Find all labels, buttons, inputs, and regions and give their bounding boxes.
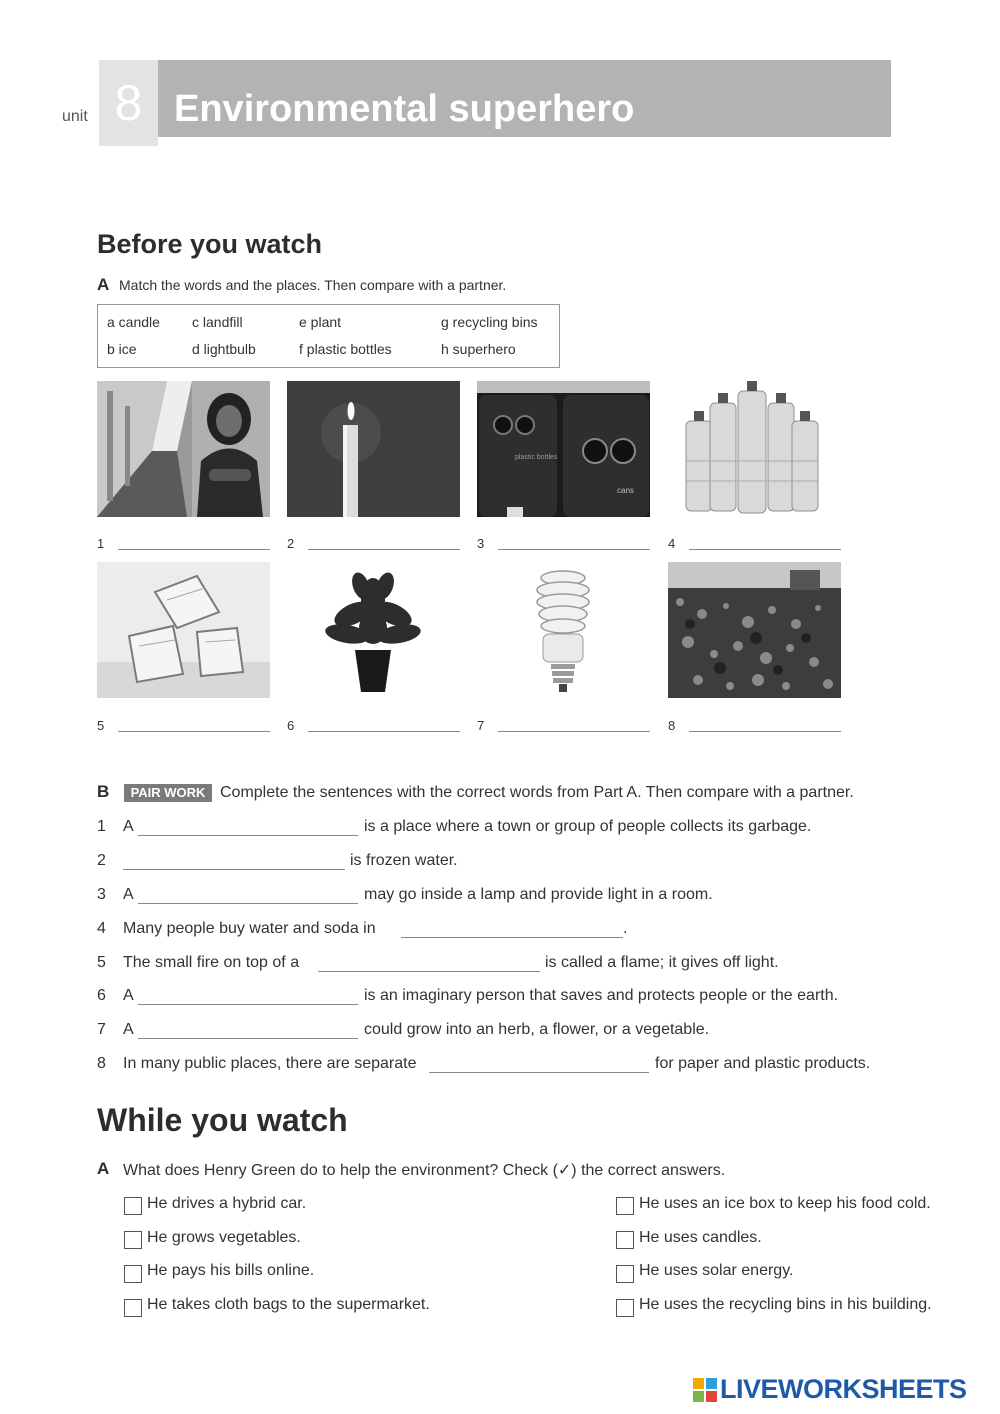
part-b-letter: B xyxy=(97,782,110,801)
word-item: f plastic bottles xyxy=(299,341,392,357)
answer-blank-1[interactable] xyxy=(118,549,270,550)
word-item: b ice xyxy=(107,341,137,357)
pair-work-badge: PAIR WORK xyxy=(124,784,212,802)
section-title-before: Before you watch xyxy=(97,229,323,259)
option-label: He takes cloth bags to the supermarket. xyxy=(147,1296,430,1313)
liveworksheets-logo: LIVEWORKSHEETS xyxy=(720,1374,967,1404)
liveworksheets-logo-icon xyxy=(693,1378,717,1402)
sentence-suffix: . xyxy=(623,920,628,937)
unit-label: unit xyxy=(62,108,88,125)
sentence-prefix: Many people buy water and soda in xyxy=(123,920,376,937)
word-item: h superhero xyxy=(441,341,516,357)
sentence-number: 5 xyxy=(97,954,106,971)
option-label: He uses an ice box to keep his food cold. xyxy=(639,1195,931,1212)
option-label: He pays his bills online. xyxy=(147,1262,315,1279)
sentence-prefix: A xyxy=(123,886,134,903)
photo-ice xyxy=(97,562,270,698)
answer-blank-3[interactable] xyxy=(498,549,650,550)
photo-number: 8 xyxy=(668,718,676,733)
sentence-suffix: may go inside a lamp and provide light in a room. xyxy=(364,886,713,903)
option-label: He uses the recycling bins in his building. xyxy=(639,1296,932,1313)
checkbox[interactable] xyxy=(124,1231,142,1249)
photo-recycling-bins xyxy=(477,381,650,517)
part-a-instruction: Match the words and the places. Then compare with a partner. xyxy=(119,277,507,293)
sentence-number: 7 xyxy=(97,1021,106,1038)
page-title: Environmental superhero xyxy=(174,88,635,130)
sentence-blank-8[interactable] xyxy=(429,1072,649,1073)
sentence-blank-6[interactable] xyxy=(138,1004,358,1005)
answer-blank-2[interactable] xyxy=(308,549,460,550)
part-a-letter: A xyxy=(97,275,110,294)
sentence-prefix: A xyxy=(123,987,134,1004)
sentence-suffix: is called a flame; it gives off light. xyxy=(545,954,779,971)
answer-blank-7[interactable] xyxy=(498,731,650,732)
photo-number: 7 xyxy=(477,718,485,733)
photo-number: 3 xyxy=(477,536,485,551)
option-label: He uses solar energy. xyxy=(639,1262,794,1279)
section-title-while: While you watch xyxy=(97,1102,348,1138)
word-item: a candle xyxy=(107,314,160,330)
sentence-prefix: A xyxy=(123,1021,134,1038)
sentence-number: 3 xyxy=(97,886,106,903)
checkbox[interactable] xyxy=(616,1265,634,1283)
checkbox[interactable] xyxy=(616,1299,634,1317)
photo-superhero xyxy=(97,381,270,517)
photo-plastic-bottles xyxy=(668,381,841,517)
photo-lightbulb xyxy=(477,562,650,698)
word-item: d lightbulb xyxy=(192,341,256,357)
sentence-suffix: could grow into an herb, a flower, or a vegetable. xyxy=(364,1021,710,1038)
sentence-suffix: is frozen water. xyxy=(350,852,458,869)
bin-label-cans: cans xyxy=(617,486,634,495)
sentence-number: 8 xyxy=(97,1055,106,1072)
while-part-a-instruction: What does Henry Green do to help the environment? Check (✓) the correct answers. xyxy=(123,1162,726,1179)
photo-number: 5 xyxy=(97,718,105,733)
word-item: c landfill xyxy=(192,314,243,330)
checkbox[interactable] xyxy=(616,1231,634,1249)
checkbox[interactable] xyxy=(616,1197,634,1215)
photo-number: 4 xyxy=(668,536,676,551)
photo-candle xyxy=(287,381,460,517)
photo-landfill xyxy=(668,562,841,698)
sentence-blank-1[interactable] xyxy=(138,835,358,836)
sentence-suffix: is a place where a town or group of people collects its garbage. xyxy=(364,818,812,835)
sentence-number: 4 xyxy=(97,920,106,937)
part-b-instruction: Complete the sentences with the correct words from Part A. Then compare with a partner. xyxy=(220,784,854,801)
photo-number: 6 xyxy=(287,718,295,733)
photo-number: 2 xyxy=(287,536,295,551)
answer-blank-5[interactable] xyxy=(118,731,270,732)
answer-blank-8[interactable] xyxy=(689,731,841,732)
sentence-blank-4[interactable] xyxy=(401,937,623,938)
sentence-blank-5[interactable] xyxy=(318,971,540,972)
word-item: g recycling bins xyxy=(441,314,538,330)
checkbox[interactable] xyxy=(124,1265,142,1283)
sentence-number: 6 xyxy=(97,987,106,1004)
sentence-number: 2 xyxy=(97,852,106,869)
photo-number: 1 xyxy=(97,536,105,551)
sentence-suffix: is an imaginary person that saves and protects people or the earth. xyxy=(364,987,839,1004)
photo-plant xyxy=(287,562,460,698)
word-item: e plant xyxy=(299,314,342,330)
sentence-blank-3[interactable] xyxy=(138,903,358,904)
option-label: He grows vegetables. xyxy=(147,1229,301,1246)
checkbox[interactable] xyxy=(124,1197,142,1215)
sentence-prefix: In many public places, there are separate xyxy=(123,1055,417,1072)
sentence-blank-7[interactable] xyxy=(138,1038,358,1039)
while-part-a-letter: A xyxy=(97,1159,110,1178)
option-label: He uses candles. xyxy=(639,1229,762,1246)
sentence-prefix: A xyxy=(123,818,134,835)
checkbox[interactable] xyxy=(124,1299,142,1317)
option-label: He drives a hybrid car. xyxy=(147,1195,307,1212)
bin-label-bottles: plastic bottles xyxy=(515,454,558,461)
sentence-prefix: The small fire on top of a xyxy=(123,954,300,971)
unit-number: 8 xyxy=(114,75,143,131)
sentence-blank-2[interactable] xyxy=(123,869,345,870)
answer-blank-6[interactable] xyxy=(308,731,460,732)
answer-blank-4[interactable] xyxy=(689,549,841,550)
sentence-suffix: for paper and plastic products. xyxy=(655,1055,871,1072)
sentence-number: 1 xyxy=(97,818,106,835)
